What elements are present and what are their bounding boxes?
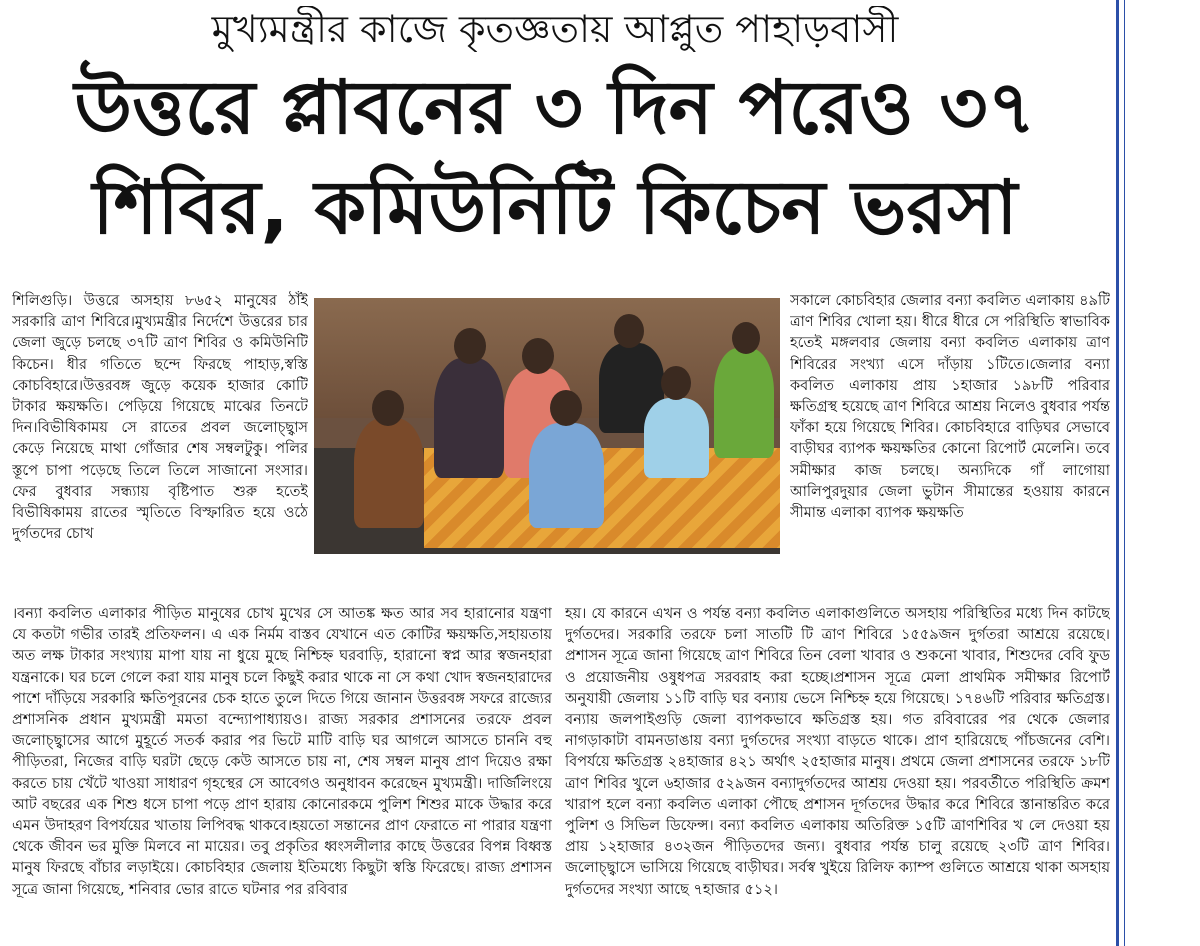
- headline-line-1: উত্তরে প্লাবনের ৩ দিন পরেও ৩৭: [74, 65, 1036, 151]
- news-photo-relief-camp: [314, 298, 780, 554]
- article-column-left: শিলিগুড়ি। উত্তরে অসহায় ৮৬৫২ মানুষের ঠাঁই সরকারি ত্রাণ শিবিরে।মুখ্যমন্ত্রীর নির্দেশে উত্তরের চার জেলা জুড়ে চলছে ৩৭টি ত্রাণ শিবির ও কমিউনিটি কিচেন। ধীর গতিতে ছন্দে ফিরছে পাহাড়,স্বস্তি কোচবিহারে।উত্তরবঙ্গ জুড়ে কয়েক হাজার কোটি টাকার ক্ষয়ক্ষতি। পেড়িয়ে গিয়েছে মাঝের তিনটে দিন।বিভীষিকাময় সে রাতের প্রবল জলোচ্ছ্বাস কেড়ে নিয়েছে মাথা গোঁজার শেষ সম্বলটুকু। পলির স্তূপে চাপা পড়েছে তিলে তিলে সাজানো সংসার। ফের বুধবার সন্ধ্যায় বৃষ্টিপাত শুরু হতেই বিভীষিকাময় রাতের স্মৃতিতে বিস্ফারিত হয়ে ওঠে দুর্গতদের চোখ: [12, 293, 308, 543]
- headline-line-2: শিবির, কমিউনিটি কিচেন ভরসা: [92, 165, 1018, 251]
- page-border-rule: [1116, 0, 1119, 946]
- kicker-subheadline: মুখ্যমন্ত্রীর কাজে কৃতজ্ঞতায় আপ্লুত পাহাড়বাসী: [211, 7, 899, 51]
- page-border-rule-thin: [1124, 0, 1125, 946]
- article-column-bottom-right: হয়। যে কারনে এখন ও পর্যন্ত বন্যা কবলিত এলাকাগুলিতে অসহায় পরিস্থিতির মধ্যে দিন কাটছে দুর্গতদের। সরকারি তরফে চলা সাতটি টি ত্রাণ শিবিরে ১৫৫৯জন দুর্গতরা আশ্রয়ে রয়েছে। প্রশাসন সূত্রে জানা গিয়েছে ত্রাণ শিবিরে তিন বেলা খাবার ও শুকনো খাবার, শিশুদের বেবি ফুড ও প্রয়োজনীয় ওষুধপত্র সরবরাহ করা হচ্ছে।প্রশাসন সূত্রে মেলা প্রাথমিক সমীক্ষার রিপোর্ট অনুযায়ী জেলায় ১১টি বাড়ি ঘর বন্যায় ভেসে নিশ্চিহ্ন হয়ে গিয়েছে। ১৭৪৬টি পরিবার ক্ষতিগ্রস্ত।বন্যায় জলপাইগুড়ি জেলা ব্যাপকভাবে ক্ষতিগ্রস্ত হয়। গত রবিবারের পর থেকে জেলার নাগড়াকাটা বামনডাঙায় বন্যা দুর্গতদের সংখ্যা বাড়তে থাকে। প্রাণ হারিয়েছে পাঁচজনের বেশি। বিপর্যয়ে ক্ষতিগ্রস্ত ২৪হাজার ৪২১ অর্থাৎ ২৫হাজার মানুষ। প্রথমে জেলা প্রশাসনের তরফে ১৮টি ত্রাণ শিবির খুলে ৬হাজার ৫২৯জন বন্যাদুর্গতদের আশ্রয় দেওয়া হয়। পরবর্তীতে পরিস্থিতি ক্রমশ খারাপ হলে বন্যা কবলিত এলাকা পৌছে প্রশাসন দূর্গতদের উদ্ধার করে শিবিরে স্তানান্তরিত করে পুলিশ ও সিভিল ডিফেন্স। বন্যা কবলিত এলাকায় অতিরিক্ত ১৫টি ত্রাণশিবির খ লে দেওয়া হয় প্রায় ১২হাজার ৪৩২জন পীড়িতদের জন্য। বুধবার পর্যন্ত চালু রয়েছে ২৩টি ত্রাণ শিবির। জলোচ্ছ্বাসে ভাসিয়ে গিয়েছে বাড়ীঘর। সর্বস্ব খুইয়ে রিলিফ ক্যাম্প গুলিতে আশ্রয়ে থাকা অসহায় দুর্গতদের সংখ্যা আছে ৭হাজার ৫১২।: [565, 606, 1110, 898]
- article-column-right: সকালে কোচবিহার জেলার বন্যা কবলিত এলাকায় ৪৯টি ত্রাণ শিবির খোলা হয়। ধীরে ধীরে সে পরিস্থিতি স্বাভাবিক হতেই মঙ্গলবার জেলায় বন্যা কবলিত এলাকায় ত্রাণ শিবিরের সংখ্যা এসে দাঁড়ায় ১টিতে।জেলার বন্যা কবলিত এলাকায় প্রায় ১হাজার ১৯৮টি পরিবার ক্ষতিগ্রস্থ হয়েছে ত্রাণ শিবিরে আশ্রয় নিলেও বুধবার পর্যন্ত ফাঁকা হয়ে গিয়েছে শিবির। কোচবিহারে বাড়িঘর সেভাবে বাড়ীঘর ব্যাপক ক্ষয়ক্ষতির কোনো রিপোর্ট মেলেনি। তবে সমীক্ষার কাজ চলছে। অন্যদিকে গাঁ লাগোয়া আলিপুরদুয়ার জেলা ভুটান সীমান্তের হওয়ায় কারনে সীমান্ত এলাকা ব্যাপক ক্ষয়ক্ষতি: [790, 293, 1110, 522]
- article-column-bottom-left: ।বন্যা কবলিত এলাকার পীড়িত মানুষের চোখ মুখের সে আতঙ্ক ক্ষত আর সব হারানোর যন্ত্রণা যে কতটা গভীর তারই প্রতিফলন। এ এক নির্মম বাস্তব যেখানে এত কোটির ক্ষয়ক্ষতি,সহায়তায় অত লক্ষ টাকার সংখ্যায় মাপা যায় না ধুয়ে মুছে নিশ্চিহ্ন ঘরবাড়ি, হারানো স্বপ্ন আর স্বজনহারা যন্ত্রনাকে। ঘর চলে গেলে করা যায় মানুষ চলে কিছুই করার থাকে না সে কথা খোদ স্বজনহারাদের পাশে দাঁড়িয়ে সরকারি ক্ষতিপূরনের চেক হাতে তুলে দিতে গিয়ে জানান উত্তরবঙ্গ সফরে রাজ্যের প্রশাসনিক প্রধান মুখ্যমন্ত্রী মমতা বন্দ্যোপাধ্যায়ও। রাজ্য সরকার প্রশাসনের তরফে প্রবল জলোচ্ছ্বাসের আগে মুহূর্তে সতর্ক করার পর ভিটে মাটি বাড়ি ঘর আগলে আসতে চাননি বহু পীড়িতরা, নিজের বাড়ি ঘরটা ছেড়ে কেউ আসতে চায় না, শেষ সম্বল মানুষ প্রাণ দিয়েও রক্ষা করতে চায় খেঁটে খাওয়া সাধারণ গৃহস্থের সে আবেগও অনুধাবন করেছেন মুখ্যমন্ত্রী। দার্জিলিংয়ে আট বছরের এক শিশু ধসে চাপা পড়ে প্রাণ হারায় কোনোরকমে পুলিশ শিশুর মাকে উদ্ধার করে এমন উদাহরণ বিপর্যয়ের খাতায় লিপিবদ্ধ থাকবে।হয়তো সন্তানের প্রাণ ফেরাতে না পারার যন্ত্রণা থেকে জীবন ভর মুক্তি মিলবে না মায়ের। তবু প্রকৃতির ধ্বংসলীলার কাছে উত্তরের বিপন্ন বিধ্বস্ত মানুষ ফিরছে বাঁচার লড়াইয়ে। কোচবিহার জেলায় ইতিমধ্যে কিছুটা স্বস্তি ফিরেছে। রাজ্য প্রশাসন সূত্রে জানা গিয়েছে, শনিবার ভোর রাতে ঘটনার পর রবিবার: [12, 606, 552, 898]
- main-headline: [0, 58, 1110, 258]
